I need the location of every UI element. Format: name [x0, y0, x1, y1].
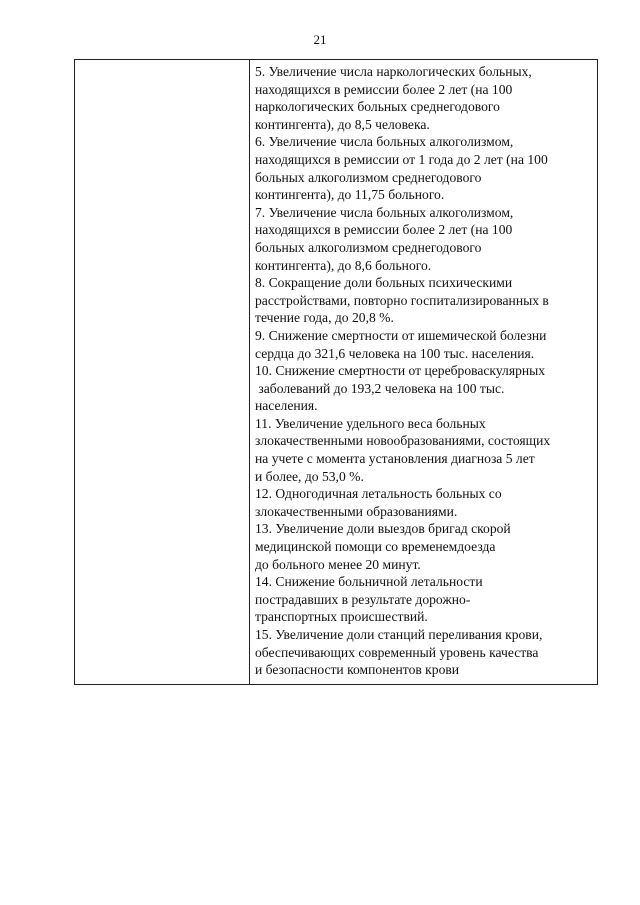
indicator-line: больных алкоголизмом среднегодового: [255, 239, 482, 255]
indicator-item-14: [255, 573, 593, 626]
indicator-line: 11. Увеличение удельного веса больных: [255, 415, 486, 431]
indicator-line: течение года, до 20,8 %.: [255, 310, 394, 326]
indicator-line: и безопасности компонентов крови: [255, 662, 460, 678]
table-row: [75, 60, 598, 685]
indicator-item-11: [255, 415, 593, 485]
indicator-item-8: [255, 274, 593, 327]
indicator-line: заболеваний до 193,2 человека на 100 тыс.: [255, 380, 505, 396]
indicator-line: сердца до 321,6 человека на 100 тыс. населения.: [255, 345, 535, 361]
indicator-line: 15. Увеличение доли станций переливания крови,: [255, 627, 543, 642]
indicator-item-9: [255, 327, 593, 362]
indicator-item-6: [255, 133, 593, 203]
indicator-line: населения.: [255, 398, 318, 414]
indicators-cell: [250, 60, 598, 685]
indicator-line: 9. Снижение смертности от ишемической болезни: [255, 327, 547, 343]
indicators-table: [74, 59, 598, 685]
indicator-line: находящихся в ремиссии от 1 года до 2 лет (на 100: [255, 151, 548, 167]
indicator-line: 8. Сокращение доли больных психическими: [255, 275, 513, 291]
indicator-line: злокачественными новообразованиями, состоящих: [255, 433, 551, 449]
indicator-line: до больного менее 20 минут.: [255, 556, 421, 572]
indicator-line: 13. Увеличение доли выездов бригад скорой: [255, 521, 511, 537]
indicator-item-5: [255, 63, 593, 133]
indicator-line: наркологических больных среднегодового: [255, 99, 500, 115]
indicator-line: контингента), до 8,6 больного.: [255, 257, 432, 273]
indicator-line: пострадавших в результате дорожно-: [255, 591, 471, 607]
page-number: 21: [313, 32, 327, 47]
indicator-line: расстройствами, повторно госпитализированных в: [255, 292, 549, 308]
indicator-item-12: [255, 485, 593, 520]
indicator-line: на учете с момента установления диагноза 5 лет: [255, 451, 535, 467]
indicator-item-10: [255, 362, 593, 415]
indicator-item-13: [255, 520, 593, 573]
indicator-line: больных алкоголизмом среднегодового: [255, 169, 482, 185]
indicator-line: находящихся в ремиссии более 2 лет (на 100: [255, 81, 513, 97]
indicator-line: 12. Одногодичная летальность больных со: [255, 486, 502, 502]
indicator-line: 7. Увеличение числа больных алкоголизмом,: [255, 204, 514, 220]
indicator-line: 14. Снижение больничной летальности: [255, 574, 483, 590]
indicator-item-15: [255, 626, 593, 679]
indicator-line: медицинской помощи со временемдоезда: [255, 539, 496, 555]
indicator-item-7: [255, 204, 593, 274]
indicator-line: и более, до 53,0 %.: [255, 468, 364, 484]
indicator-line: контингента), до 8,5 человека.: [255, 116, 430, 132]
indicator-line: транспортных происшествий.: [255, 609, 428, 625]
indicator-line: злокачественными образованиями.: [255, 503, 458, 519]
indicator-line: находящихся в ремиссии более 2 лет (на 100: [255, 222, 513, 238]
indicator-line: 5. Увеличение числа наркологических больных,: [255, 64, 532, 79]
indicator-list: [250, 60, 597, 679]
left-empty-cell: [75, 60, 250, 685]
indicator-line: обеспечивающих современный уровень качества: [255, 644, 539, 660]
indicator-line: контингента), до 11,75 больного.: [255, 187, 445, 203]
indicator-line: 10. Снижение смертности от цереброваскулярных: [255, 363, 546, 379]
indicator-line: 6. Увеличение числа больных алкоголизмом,: [255, 134, 514, 150]
